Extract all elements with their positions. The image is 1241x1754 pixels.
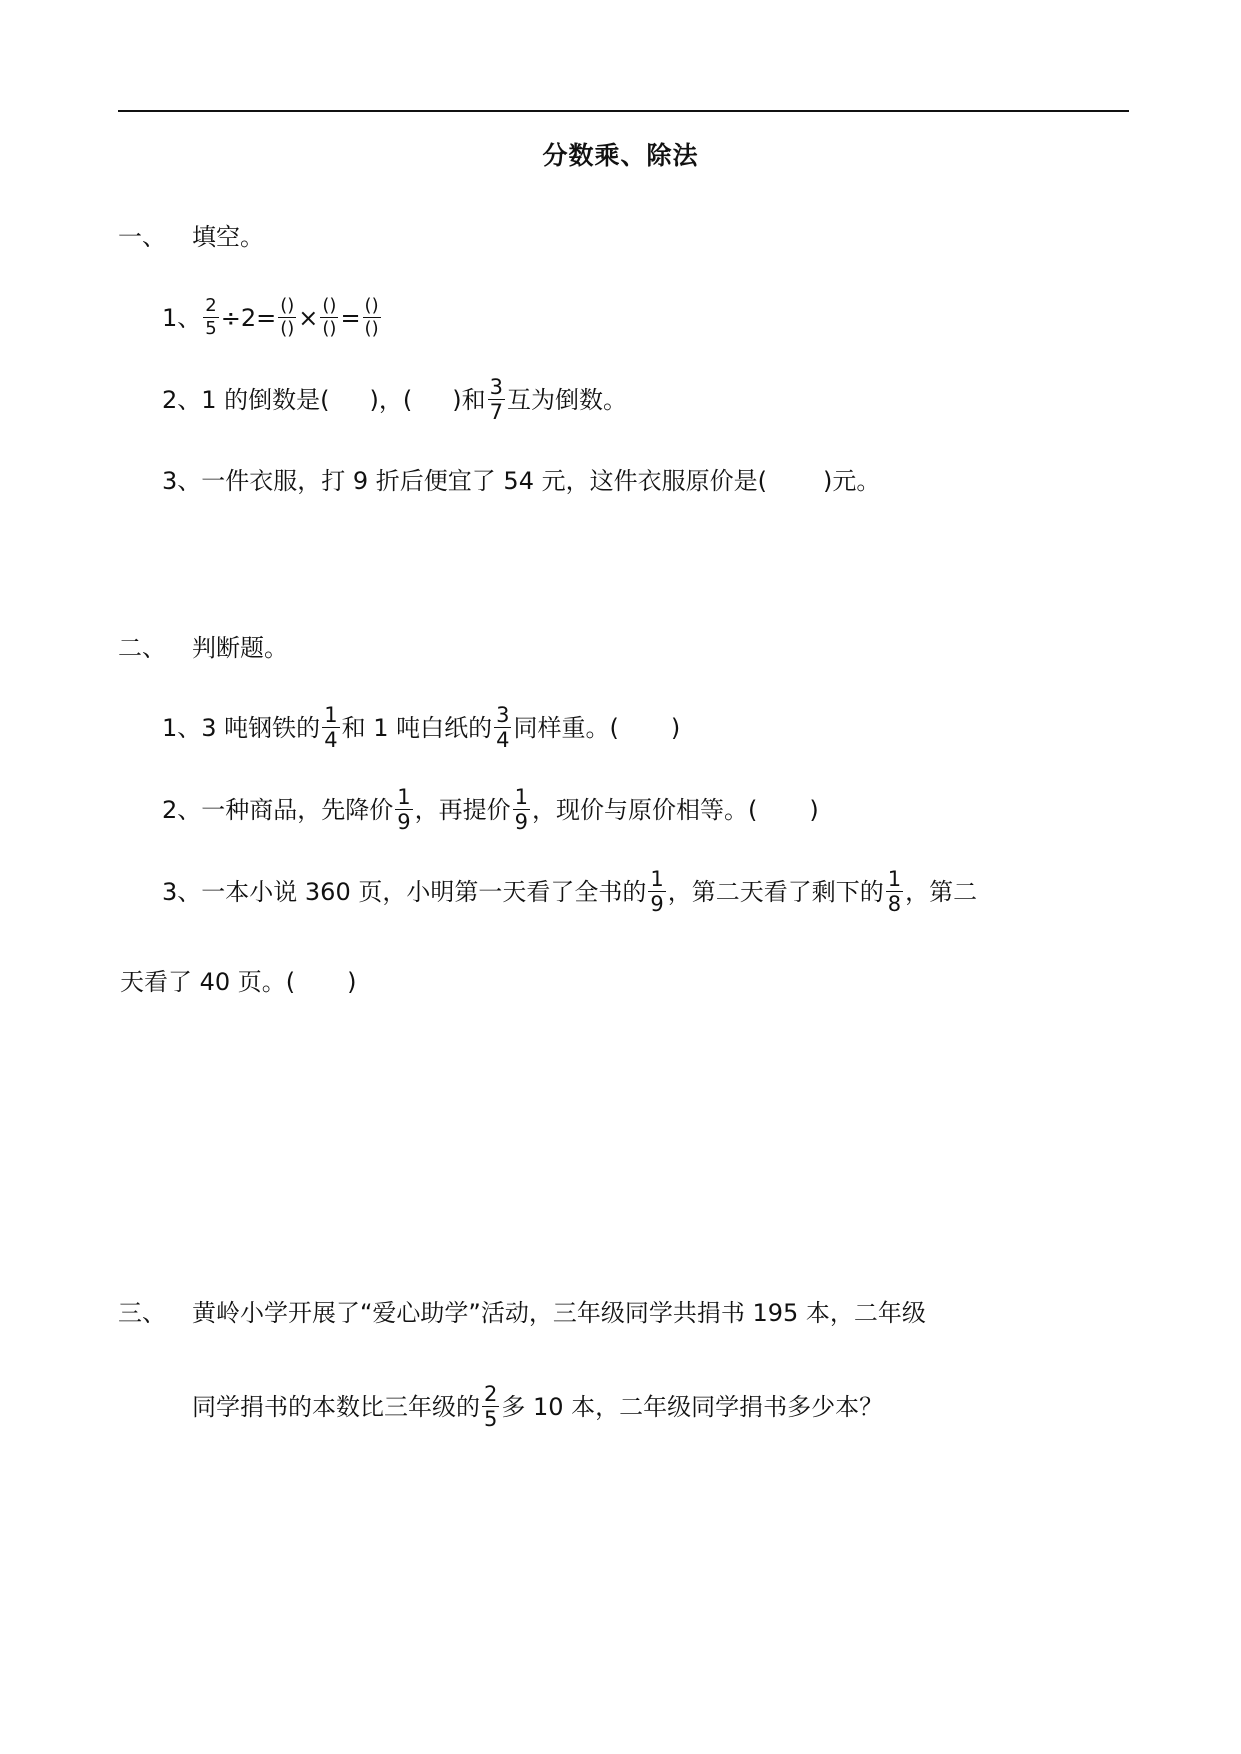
- q-text: ，第二: [905, 877, 978, 906]
- s2-question-3-cont: [120, 961, 357, 1002]
- q-text: 天看了 40 页。(: [120, 968, 296, 996]
- q-text: ): [347, 968, 357, 996]
- s1-question-2: [162, 375, 627, 424]
- q-text: 一种商品，先降价: [201, 795, 394, 824]
- q-label: 3、: [162, 467, 202, 495]
- fraction: $\frac{1}{9}$: [650, 867, 664, 916]
- section-1-heading: [118, 216, 264, 257]
- q-text: 同样重。(: [513, 713, 619, 742]
- q-text: =: [340, 303, 361, 332]
- q-label: 2、: [162, 385, 202, 414]
- blank-fraction: $\frac{()}{()}$: [364, 295, 379, 339]
- section-2-title: 判断题。: [192, 634, 288, 662]
- fraction: $\frac{2}{5}$: [484, 1382, 498, 1431]
- q-text: )和: [452, 385, 486, 414]
- q-label: 1、: [162, 713, 202, 742]
- s2-question-3: [162, 867, 977, 916]
- section-2-number: 二、: [118, 634, 166, 662]
- q-text: ，现价与原价相等。(: [532, 795, 758, 824]
- section-2-heading: [118, 627, 288, 668]
- blank-fraction: $\frac{()}{()}$: [280, 295, 295, 339]
- page-title: 分数乘、除法: [542, 141, 699, 170]
- q-text: ，再提价: [414, 795, 511, 824]
- q-text: 一本小说 360 页，小明第一天看了全书的: [201, 877, 647, 906]
- s2-question-1: [162, 703, 680, 752]
- q-label: 1、: [162, 303, 202, 332]
- q-text: ÷2=: [220, 303, 277, 332]
- q-label: 2、: [162, 795, 202, 824]
- fraction: $\frac{3}{4}$: [496, 703, 510, 752]
- fraction: $\frac{1}{8}$: [887, 867, 902, 916]
- q-text: 一件衣服，打 9 折后便宜了 54 元，这件衣服原价是(: [201, 467, 767, 495]
- section-3-heading: [118, 1292, 926, 1333]
- q-text: )元。: [822, 467, 881, 495]
- section-1-title: 填空。: [192, 223, 264, 251]
- section-3-number: 三、: [118, 1299, 166, 1327]
- header-rule: [118, 110, 1129, 112]
- fraction: $\frac{3}{7}$: [489, 375, 504, 424]
- q-text: 多 10 本，二年级同学捐书多少本？: [501, 1392, 884, 1421]
- s2-question-2: [162, 785, 819, 834]
- fraction: $\frac{1}{9}$: [514, 785, 529, 834]
- fraction: $\frac{1}{9}$: [397, 785, 411, 834]
- section-3-cont: [192, 1382, 883, 1431]
- q-text: 同学捐书的本数比三年级的: [192, 1392, 480, 1421]
- q-text: ): [670, 713, 681, 742]
- section-3-text: 黄岭小学开展了“爱心助学”活动，三年级同学共捐书 195 本，二年级: [192, 1299, 926, 1327]
- q-text: 1 的倒数是(: [201, 385, 330, 414]
- q-text: )，(: [369, 385, 413, 414]
- fraction: $\frac{2}{5}$: [205, 295, 217, 339]
- s1-question-3: [162, 460, 880, 501]
- section-1-number: 一、: [118, 223, 166, 251]
- q-text: 3 吨钢铁的: [201, 713, 321, 742]
- q-text: 和 1 吨白纸的: [341, 713, 493, 742]
- q-text: 互为倒数。: [507, 385, 628, 414]
- q-text: ): [809, 795, 819, 824]
- q-text: ，第二天看了剩下的: [667, 877, 884, 906]
- q-text: ×: [298, 303, 319, 332]
- fraction: $\frac{1}{4}$: [324, 703, 338, 752]
- s1-question-1: [162, 295, 383, 340]
- q-label: 3、: [162, 877, 202, 906]
- blank-fraction: $\frac{()}{()}$: [322, 295, 337, 339]
